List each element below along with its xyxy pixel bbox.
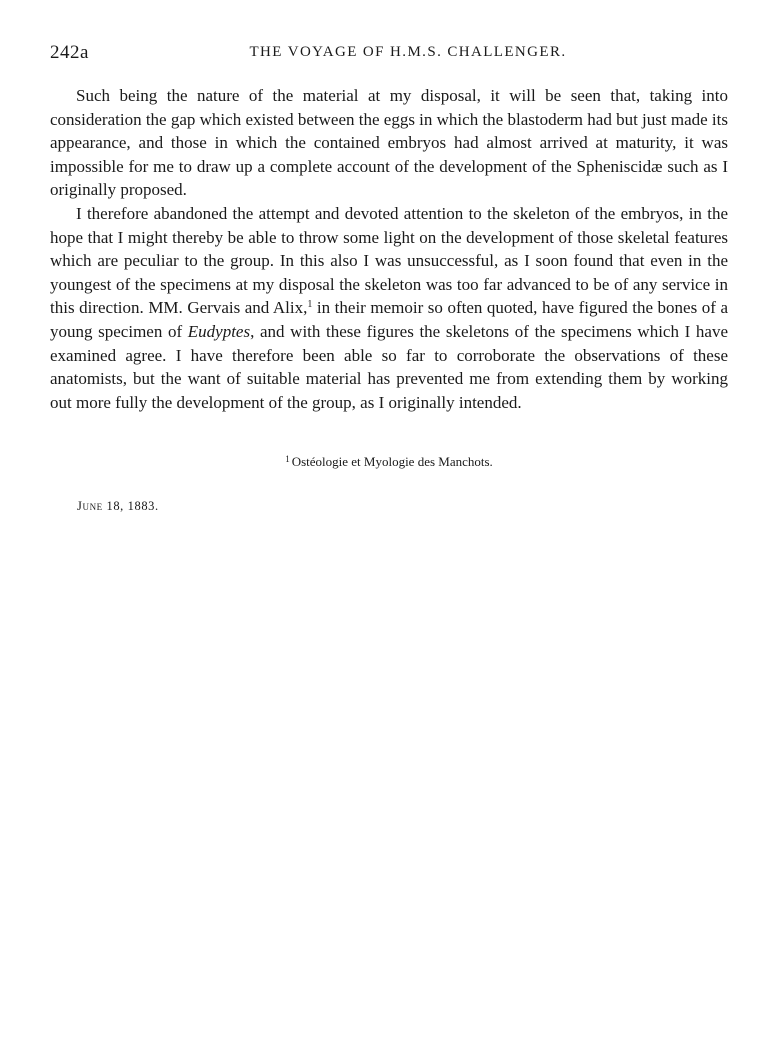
paragraph-2-text-b: in their memoir so often quoted, have figured the bones of a young specimen of	[50, 298, 728, 341]
footnote	[50, 454, 728, 470]
running-title: THE VOYAGE OF H.M.S. CHALLENGER.	[249, 44, 567, 60]
running-head	[50, 42, 728, 66]
paragraph-2-text-a: I therefore abandoned the attempt and devoted attention to the skeleton of the embryos, in the hope that I might thereby be able to throw some light on the development of those skeletal features which are peculiar to the group. In this also I was unsuccessful, as I soon found that even in the youngest of the specimens at my disposal the skeleton was too far advanced to be of any service in this direction. MM. Gervais and Alix,	[50, 203, 728, 318]
paragraph-1: Such being the nature of the material at my disposal, it will be seen that, taking into consideration the gap which existed between the eggs in which the blastoderm had but just made its appearance, and those in which the contained embryos had almost arrived at maturity, it was impossible for me to draw up a complete account of the development of the Spheniscidæ such as I originally proposed.	[50, 86, 728, 200]
genus-name: Eudyptes	[187, 321, 251, 341]
paragraph-2	[50, 202, 728, 414]
footnote-reference: 1	[307, 299, 313, 311]
footnote-number: 1	[285, 454, 290, 464]
paragraph-2-text-c: , and with these figures the skeletons of the specimens which I have examined agree. I have therefore been able so far to corroborate the observations of these anatomists, but the want of suitable material has prevented me from extending them by working out more fully the development of the group, as I originally intended.	[50, 321, 729, 412]
body-text	[50, 84, 728, 414]
footnote-text: Ostéologie et Myologie des Manchots.	[291, 454, 493, 469]
dateline: June 18, 1883.	[77, 499, 159, 513]
page-number: 242a	[50, 42, 89, 63]
